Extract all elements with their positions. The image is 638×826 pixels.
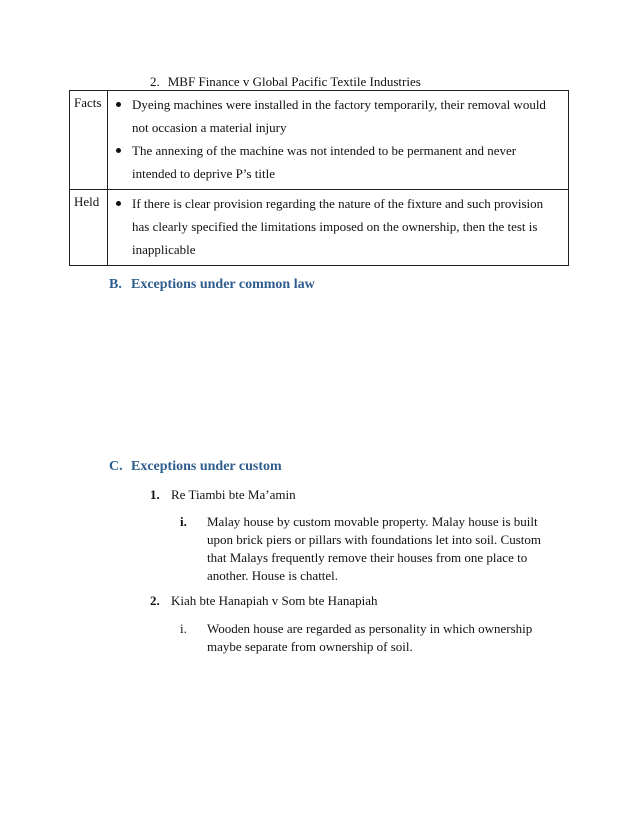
table-row-facts	[70, 91, 569, 190]
case-summary-table	[69, 90, 569, 266]
facts-bullet-list	[108, 93, 558, 185]
subpoint-marker: i.	[180, 621, 187, 636]
case-number: 2.	[150, 74, 160, 89]
custom-case-item-2	[150, 592, 378, 610]
bullet-text: The annexing of the machine was not intended to be permanent and never intended to deprive P’s title	[132, 143, 517, 181]
section-letter: C.	[109, 459, 123, 474]
case-heading	[150, 74, 421, 90]
row-label-held: Held	[70, 190, 108, 266]
item-number: 2.	[150, 593, 160, 608]
custom-case-item-1	[150, 486, 296, 504]
bullet-icon	[116, 148, 121, 153]
bullet-text: If there is clear provision regarding the nature of the fixture and such provision has clearly specified the limitations imposed on the ownership, then the test is inapplicable	[132, 196, 544, 257]
bullet-icon	[116, 102, 121, 107]
row-content-facts	[108, 91, 569, 190]
subpoint-text: Wooden house are regarded as personality in which ownership maybe separate from ownership of soil.	[207, 621, 533, 654]
bullet-text: Dyeing machines were installed in the factory temporarily, their removal would not occasion a material injury	[132, 97, 546, 135]
section-title: Exceptions under common law	[131, 277, 315, 292]
row-content-held	[108, 190, 569, 266]
item-title: Re Tiambi bte Ma’amin	[171, 487, 296, 502]
subpoint-marker: i.	[180, 514, 187, 529]
row-label-facts: Facts	[70, 91, 108, 190]
custom-case-subpoint-1	[180, 513, 560, 585]
section-letter: B.	[109, 277, 122, 292]
list-item	[108, 93, 558, 139]
item-number: 1.	[150, 487, 160, 502]
bullet-icon	[116, 201, 121, 206]
section-heading-b	[109, 277, 315, 293]
custom-case-subpoint-2	[180, 620, 560, 656]
list-item	[108, 192, 558, 261]
list-item	[108, 139, 558, 185]
case-title: MBF Finance v Global Pacific Textile Industries	[167, 74, 421, 89]
section-title: Exceptions under custom	[131, 459, 282, 474]
section-heading-c	[109, 459, 282, 475]
table-row-held	[70, 190, 569, 266]
held-bullet-list	[108, 192, 558, 261]
subpoint-text: Malay house by custom movable property. Malay house is built upon brick piers or pillars with foundations let into soil. Custom that Malays frequently remove their houses from one place to another. House is chattel.	[207, 514, 542, 583]
item-title: Kiah bte Hanapiah v Som bte Hanapiah	[171, 593, 378, 608]
